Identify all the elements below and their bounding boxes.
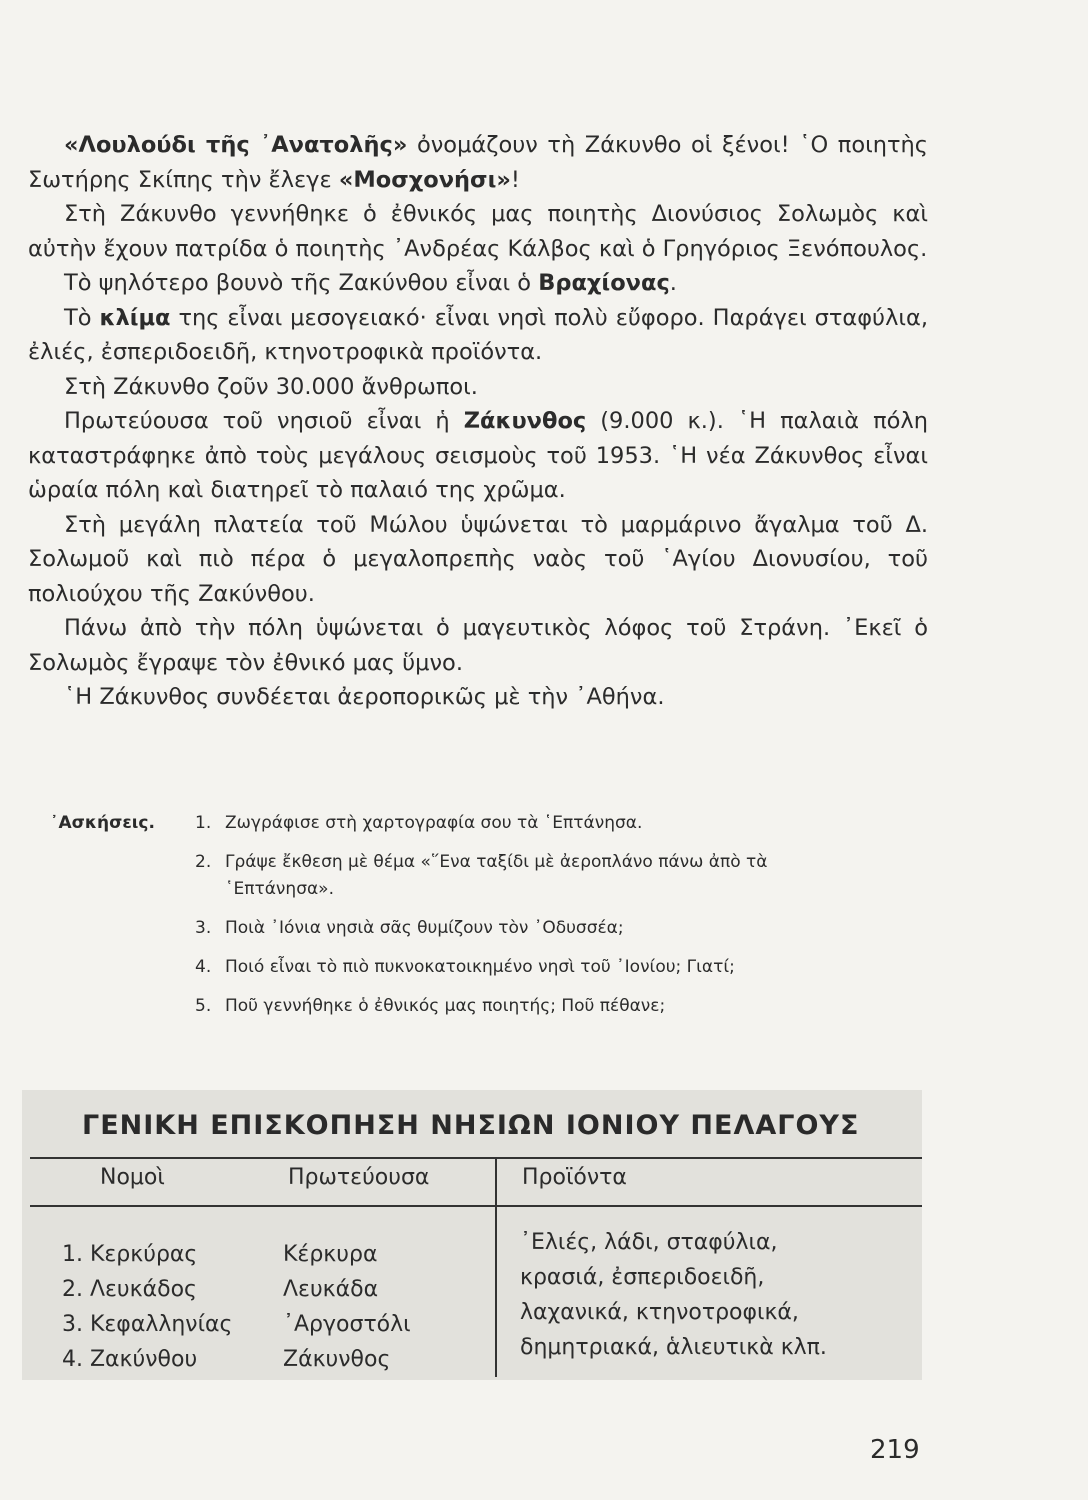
exercise-item: [50, 993, 850, 1020]
table-cell: 4. Ζακύνθου: [62, 1347, 198, 1372]
exercise-number: 1.: [195, 813, 212, 833]
text-span: της εἶναι μεσογειακό· εἶναι νησὶ πολὺ εὔφορο. Παράγει σταφύλια, ἐλιές, ἐσπεριδοειδῆ, κτηνοτροφικὰ προϊόντα.: [28, 304, 928, 365]
text-span: !: [510, 166, 520, 193]
paragraph: Στὴ μεγάλη πλατεία τοῦ Μώλου ὑψώνεται τὸ μαρμάρινο ἄγαλμα τοῦ Δ. Σολωμοῦ καὶ πιὸ πέρα ὁ μεγαλοπρεπὴς ναὸς τοῦ ῾Αγίου Διονυσίου, τοῦ πολιούχου τῆς Ζακύνθου.: [28, 511, 928, 607]
exercise-number: 4.: [195, 957, 212, 977]
table-cell: ᾿Ελιές, λάδι, σταφύλια,: [520, 1230, 778, 1255]
bold-phrase: «Μοσχονήσι»: [338, 166, 511, 193]
table-cell: κρασιά, ἐσπεριδοειδῆ,: [520, 1265, 765, 1290]
exercise-item: [50, 915, 850, 942]
table-cell: Ζάκυνθος: [283, 1347, 391, 1372]
paragraph: Στὴ Ζάκυνθο γεννήθηκε ὁ ἐθνικός μας ποιητὴς Διονύσιος Σολωμὸς καὶ αὐτὴν ἔχουν πατρίδα ὁ ποιητὴς ᾿Ανδρέας Κάλβος καὶ ὁ Γρηγόριος Ξενόπουλος.: [28, 201, 928, 262]
paragraph: [28, 128, 928, 197]
table-cell: 2. Λευκάδος: [62, 1277, 197, 1302]
exercise-number: 2.: [195, 852, 212, 872]
text-span: .: [669, 270, 677, 296]
exercise-text: Ποιό εἶναι τὸ πιὸ πυκνοκατοικημένο νησὶ τοῦ ᾿Ιονίου; Γιατί;: [225, 957, 735, 977]
exercise-item: [50, 849, 850, 903]
table-cell: δημητριακά, ἁλιευτικὰ κλπ.: [520, 1335, 827, 1360]
bold-phrase: κλίμα: [99, 304, 171, 331]
header-capital: Πρωτεύουσα: [288, 1165, 430, 1190]
exercises-section: [50, 810, 850, 1032]
table-cell: λαχανικά, κτηνοτροφικά,: [520, 1300, 799, 1325]
table-cell: Κέρκυρα: [283, 1242, 378, 1267]
bold-phrase: «Λουλούδι τῆς ᾿Ανατολῆς»: [64, 132, 408, 158]
table-cell: ᾿Αργοστόλι: [283, 1312, 411, 1337]
exercise-number: 3.: [195, 918, 212, 938]
bold-phrase: Βραχίονας: [538, 270, 670, 296]
table-rule: [30, 1205, 922, 1207]
text-span: Τὸ ψηλότερο βουνὸ τῆς Ζακύνθου εἶναι ὁ: [64, 270, 539, 296]
column-divider: [495, 1157, 497, 1377]
paragraph: Στὴ Ζάκυνθο ζοῦν 30.000 ἄνθρωποι.: [64, 373, 478, 400]
prefecture-list: [62, 1237, 232, 1377]
text-span: ὀνομάζουν τὴ Ζάκυνθο οἱ ξένοι! ῾Ο ποιητὴς Σωτήρης Σκίπης τὴν ἔλεγε: [28, 132, 928, 193]
text-span: (9.000 κ.). ῾Η παλαιὰ πόλη καταστράφηκε ἀπὸ τοὺς μεγάλους σεισμοὺς τοῦ 1953. ῾Η νέα Ζάκυνθος εἶναι ὡραία πόλη καὶ διατηρεῖ τὸ παλαιό της χρῶμα.: [28, 408, 928, 503]
exercise-text: Ποῦ γεννήθηκε ὁ ἐθνικός μας ποιητής; Ποῦ πέθανε;: [225, 996, 666, 1016]
exercise-text: Γράψε ἔκθεση μὲ θέμα «῞Ενα ταξίδι μὲ ἀεροπλάνο πάνω ἀπὸ τὰ ῾Επτάνησα».: [225, 852, 768, 899]
paragraph: ῾Η Ζάκυνθος συνδέεται ἀεροπορικῶς μὲ τὴν ᾿Αθήνα.: [64, 684, 665, 710]
exercise-item: [50, 810, 850, 837]
exercise-text: Ζωγράφισε στὴ χαρτογραφία σου τὰ ῾Επτάνησα.: [225, 813, 643, 833]
exercise-number: 5.: [195, 996, 212, 1016]
exercise-text: Ποιὰ ᾿Ιόνια νησιὰ σᾶς θυμίζουν τὸν ᾿Οδυσσέα;: [225, 918, 624, 938]
capital-list: [283, 1237, 411, 1377]
page-number: 219: [870, 1435, 920, 1465]
products-list: [520, 1225, 827, 1365]
header-products: Προϊόντα: [522, 1165, 627, 1190]
paragraph: [28, 404, 928, 508]
text-span: Πρωτεύουσα τοῦ νησιοῦ εἶναι ἡ: [64, 408, 464, 434]
paragraph: [28, 266, 928, 301]
paragraph: [28, 301, 928, 370]
main-text: [28, 128, 928, 715]
text-span: Τὸ: [64, 304, 100, 331]
table-cell: Λευκάδα: [283, 1277, 379, 1302]
exercise-item: [50, 954, 850, 981]
overview-title: ΓΕΝΙΚΗ ΕΠΙΣΚΟΠΗΣΗ ΝΗΣΙΩΝ ΙΟΝΙΟΥ ΠΕΛΑΓΟΥΣ: [82, 1110, 860, 1141]
table-rule: [30, 1157, 922, 1159]
header-prefectures: Νομοὶ: [100, 1165, 165, 1190]
table-cell: 1. Κερκύρας: [62, 1242, 198, 1267]
exercises-heading: ᾿Ασκήσεις.: [50, 813, 155, 833]
overview-box: [22, 1090, 922, 1380]
table-cell: 3. Κεφαλληνίας: [62, 1312, 233, 1337]
paragraph: Πάνω ἀπὸ τὴν πόλη ὑψώνεται ὁ μαγευτικὸς λόφος τοῦ Στράνη. ᾿Εκεῖ ὁ Σολωμὸς ἔγραψε τὸν ἐθνικό μας ὕμνο.: [28, 615, 928, 676]
bold-phrase: Ζάκυνθος: [463, 408, 587, 434]
